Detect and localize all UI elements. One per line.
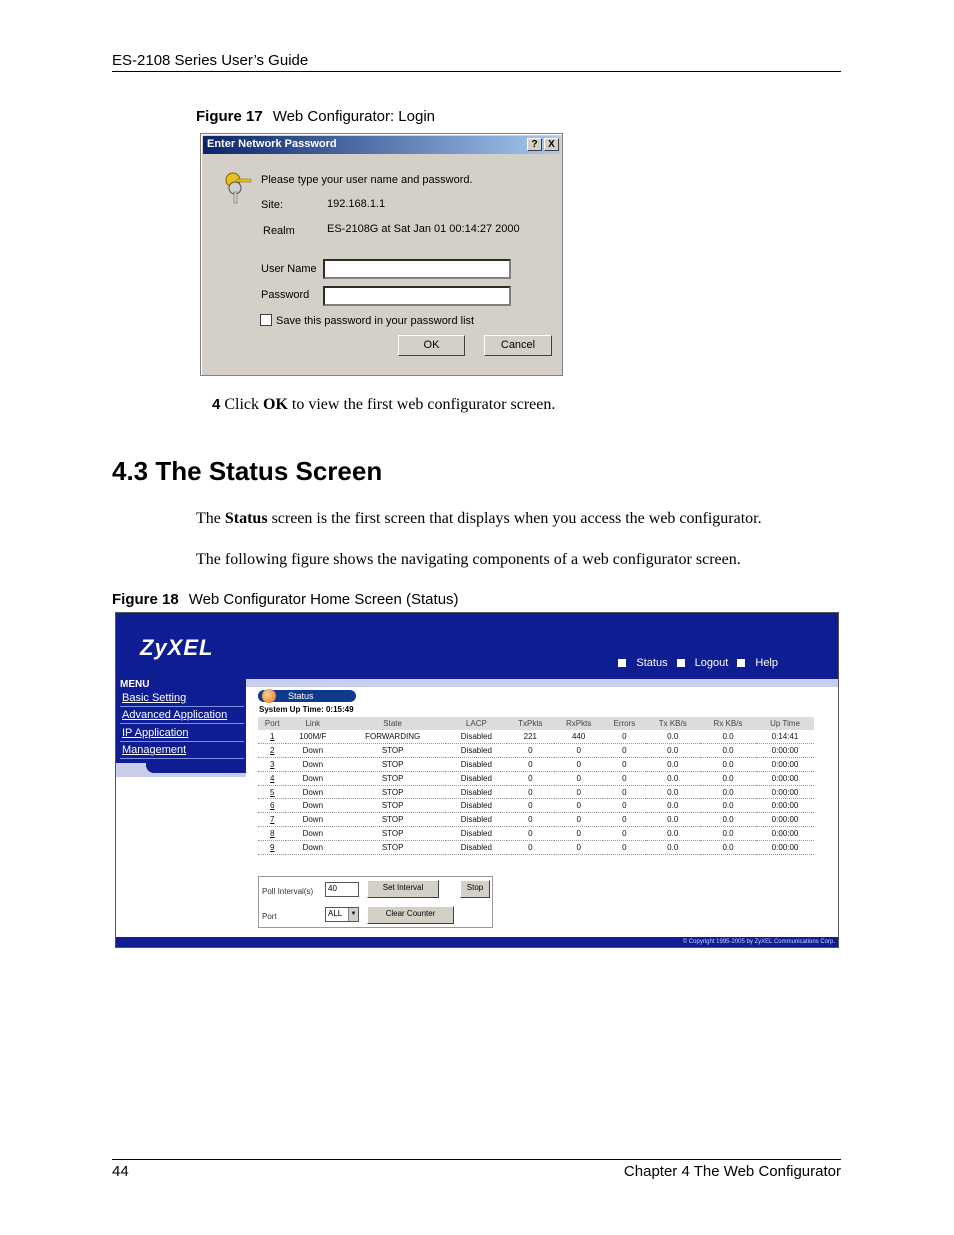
table-row (258, 813, 814, 827)
column-header: Port (258, 717, 286, 730)
login-dialog (200, 133, 563, 376)
port-link[interactable]: 2 (258, 744, 286, 758)
menu-divider (120, 723, 244, 724)
table-cell: 0.0 (700, 758, 756, 772)
top-links (612, 657, 778, 669)
save-password-label: Save this password in your password list (276, 315, 475, 327)
table-cell: Disabled (446, 771, 506, 785)
page-number: 44 (112, 1163, 129, 1180)
help-button[interactable]: ? (527, 138, 542, 151)
content-top-border (246, 679, 839, 687)
table-cell: 0 (554, 758, 603, 772)
table-row (258, 744, 814, 758)
para1-pre: The (196, 510, 221, 527)
username-field[interactable] (323, 259, 511, 279)
table-cell: 0.0 (700, 827, 756, 841)
table-cell: 0 (603, 799, 645, 813)
table-cell: 0 (603, 771, 645, 785)
table-cell: 440 (554, 730, 603, 744)
table-cell: 0 (603, 813, 645, 827)
table-cell: FORWARDING (339, 730, 446, 744)
table-cell: Down (286, 771, 339, 785)
port-link[interactable]: 1 (258, 730, 286, 744)
table-row (258, 840, 814, 854)
table-cell: 0 (603, 785, 645, 799)
column-header: TxPkts (507, 717, 554, 730)
table-cell: 0:00:00 (756, 799, 814, 813)
top-link-help[interactable]: Help (737, 657, 778, 669)
table-cell: 0 (554, 771, 603, 785)
table-cell: Down (286, 840, 339, 854)
table-cell: Down (286, 744, 339, 758)
table-cell: 0 (554, 813, 603, 827)
step-text-bold: OK (263, 396, 288, 413)
table-row (258, 730, 814, 744)
table-cell: 100M/F (286, 730, 339, 744)
cancel-button[interactable]: Cancel (484, 335, 552, 356)
logout-icon (677, 659, 685, 667)
table-cell: 0.0 (700, 771, 756, 785)
table-cell: 0.0 (700, 744, 756, 758)
status-icon (618, 659, 626, 667)
zyxel-logo: ZyXEL (140, 635, 214, 660)
table-cell: 0:00:00 (756, 813, 814, 827)
site-value: 192.168.1.1 (327, 198, 386, 210)
table-cell: Down (286, 827, 339, 841)
port-status-table (258, 717, 814, 855)
para1-bold: Status (224, 510, 268, 527)
port-link[interactable]: 7 (258, 813, 286, 827)
step-text-pre: Click (224, 396, 260, 413)
table-cell: Disabled (446, 827, 506, 841)
table-cell: 0:00:00 (756, 771, 814, 785)
menu-divider (120, 706, 244, 707)
table-row (258, 758, 814, 772)
port-link[interactable]: 4 (258, 771, 286, 785)
stop-button[interactable]: Stop (460, 880, 490, 898)
table-cell: Down (286, 799, 339, 813)
table-cell: STOP (339, 758, 446, 772)
top-link-status[interactable]: Status (618, 657, 667, 669)
table-cell: 0 (507, 813, 554, 827)
table-cell: 0 (507, 799, 554, 813)
column-header: Tx KB/s (646, 717, 700, 730)
para1-post: screen is the first screen that displays when you access the web configurator. (271, 510, 762, 527)
table-cell: 0 (603, 827, 645, 841)
figure18-caption-text: Web Configurator Home Screen (Status) (188, 591, 459, 608)
table-cell: 0:00:00 (756, 785, 814, 799)
port-link[interactable]: 6 (258, 799, 286, 813)
table-cell: 0.0 (646, 840, 700, 854)
sidebar-tab (146, 763, 246, 773)
table-cell: 0 (603, 744, 645, 758)
port-link[interactable]: 8 (258, 827, 286, 841)
poll-interval-label: Poll Interval(s) (262, 887, 314, 896)
table-cell: STOP (339, 785, 446, 799)
column-header: LACP (446, 717, 506, 730)
set-interval-button[interactable]: Set Interval (367, 880, 439, 898)
table-cell: Disabled (446, 840, 506, 854)
table-cell: 0.0 (646, 771, 700, 785)
menu-divider (120, 758, 244, 759)
table-row (258, 785, 814, 799)
close-button[interactable]: X (544, 138, 559, 151)
table-cell: 0 (554, 827, 603, 841)
table-cell: 0 (603, 840, 645, 854)
column-header: RxPkts (554, 717, 603, 730)
sidebar-menu (116, 679, 246, 775)
table-cell: 0.0 (646, 785, 700, 799)
table-row (258, 827, 814, 841)
table-cell: 0.0 (646, 813, 700, 827)
table-cell: 0.0 (700, 813, 756, 827)
username-label: User Name (261, 263, 317, 275)
table-cell: 0.0 (646, 827, 700, 841)
table-cell: 0 (554, 840, 603, 854)
realm-value: ES-2108G at Sat Jan 01 00:14:27 2000 (327, 223, 520, 235)
table-body (258, 730, 814, 854)
table-cell: 0 (507, 827, 554, 841)
table-cell: 0 (507, 771, 554, 785)
password-field[interactable] (323, 286, 511, 306)
table-cell: 0 (507, 840, 554, 854)
web-configurator-screen (115, 612, 839, 948)
column-header: State (339, 717, 446, 730)
port-link[interactable]: 3 (258, 758, 286, 772)
dialog-title-bar (203, 136, 560, 154)
table-cell: 0.0 (646, 758, 700, 772)
table-cell: 0 (554, 799, 603, 813)
table-cell: STOP (339, 813, 446, 827)
chevron-down-icon[interactable]: ▼ (348, 908, 358, 921)
table-cell: 0 (554, 785, 603, 799)
table-cell: 0.0 (700, 785, 756, 799)
dialog-title: Enter Network Password (207, 138, 337, 150)
step-text-post: to view the first web configurator screen. (291, 396, 556, 413)
table-cell: 0 (554, 744, 603, 758)
keys-icon (223, 170, 253, 204)
column-header: Up Time (756, 717, 814, 730)
sidebar-item-basic-setting[interactable]: Basic Setting (122, 692, 187, 704)
step-number: 4 (212, 396, 221, 413)
save-password-checkbox[interactable] (260, 314, 272, 326)
table-cell: 0.0 (700, 799, 756, 813)
sidebar-item-ip-application[interactable]: IP Application (122, 727, 189, 739)
header-rule (112, 71, 841, 72)
table-header-row (258, 717, 814, 730)
table-cell: Down (286, 813, 339, 827)
table-cell: 0:00:00 (756, 840, 814, 854)
figure17-caption (196, 108, 435, 125)
table-cell: 0 (603, 730, 645, 744)
sidebar-item-advanced-application[interactable]: Advanced Application (122, 709, 228, 721)
status-orb-icon (262, 689, 276, 703)
table-cell: Disabled (446, 744, 506, 758)
column-header: Rx KB/s (700, 717, 756, 730)
figure18-caption (112, 591, 459, 608)
table-cell: 0.0 (646, 744, 700, 758)
table-cell: Disabled (446, 813, 506, 827)
table-cell: Disabled (446, 758, 506, 772)
table-cell: 0.0 (646, 730, 700, 744)
top-banner (116, 613, 838, 679)
port-select[interactable] (325, 907, 359, 922)
table-cell: Down (286, 785, 339, 799)
table-cell: 0.0 (700, 730, 756, 744)
table-cell: Disabled (446, 730, 506, 744)
figure18-label: Figure 18 (112, 591, 179, 608)
dialog-prompt: Please type your user name and password. (261, 174, 473, 186)
table-cell: 0:00:00 (756, 758, 814, 772)
table-cell: 0:00:00 (756, 744, 814, 758)
port-select-value: ALL (328, 909, 343, 918)
menu-header: MENU (120, 679, 150, 690)
poll-interval-input[interactable]: 40 (325, 882, 359, 897)
paragraph-1 (196, 510, 762, 528)
column-header: Errors (603, 717, 645, 730)
table-cell: 0 (603, 758, 645, 772)
table-cell: 0 (507, 785, 554, 799)
sidebar-bottom (116, 763, 246, 777)
port-link[interactable]: 5 (258, 785, 286, 799)
menu-divider (120, 741, 244, 742)
sidebar-item-management[interactable]: Management (122, 744, 187, 756)
table-row (258, 771, 814, 785)
realm-label: Realm (263, 225, 295, 237)
table-cell: 0:00:00 (756, 827, 814, 841)
table-cell: STOP (339, 771, 446, 785)
section-heading: 4.3 The Status Screen (112, 456, 383, 486)
help-icon (737, 659, 745, 667)
running-header: ES-2108 Series User’s Guide (112, 52, 309, 69)
table-cell: STOP (339, 840, 446, 854)
site-label: Site: (261, 199, 284, 211)
password-label: Password (261, 289, 310, 301)
table-cell: 0:14:41 (756, 730, 814, 744)
table-cell: STOP (339, 799, 446, 813)
table-cell: 0 (507, 758, 554, 772)
port-label: Port (262, 912, 277, 921)
clear-counter-button[interactable]: Clear Counter (367, 906, 454, 924)
ok-button[interactable]: OK (398, 335, 465, 356)
figure17-label: Figure 17 (196, 108, 263, 125)
table-cell: 0.0 (700, 840, 756, 854)
status-tab[interactable]: Status (258, 690, 356, 702)
table-cell: Down (286, 758, 339, 772)
poll-control-panel (258, 876, 493, 928)
copyright-bar: © Copyright 1995-2005 by ZyXEL Communications Corp. (116, 937, 838, 947)
top-link-logout[interactable]: Logout (677, 657, 729, 669)
table-row (258, 799, 814, 813)
step-4 (212, 396, 555, 414)
table-cell: STOP (339, 744, 446, 758)
port-link[interactable]: 9 (258, 840, 286, 854)
table-cell: 221 (507, 730, 554, 744)
paragraph-2: The following figure shows the navigating components of a web configurator screen. (196, 551, 741, 568)
table-cell: STOP (339, 827, 446, 841)
figure17-caption-text: Web Configurator: Login (272, 108, 436, 125)
table-cell: 0 (507, 744, 554, 758)
footer-rule (112, 1159, 841, 1160)
table-cell: 0.0 (646, 799, 700, 813)
column-header: Link (286, 717, 339, 730)
system-uptime: System Up Time: 0:15:49 (259, 705, 354, 714)
table-cell: Disabled (446, 785, 506, 799)
table-cell: Disabled (446, 799, 506, 813)
chapter-title: Chapter 4 The Web Configurator (623, 1163, 841, 1180)
